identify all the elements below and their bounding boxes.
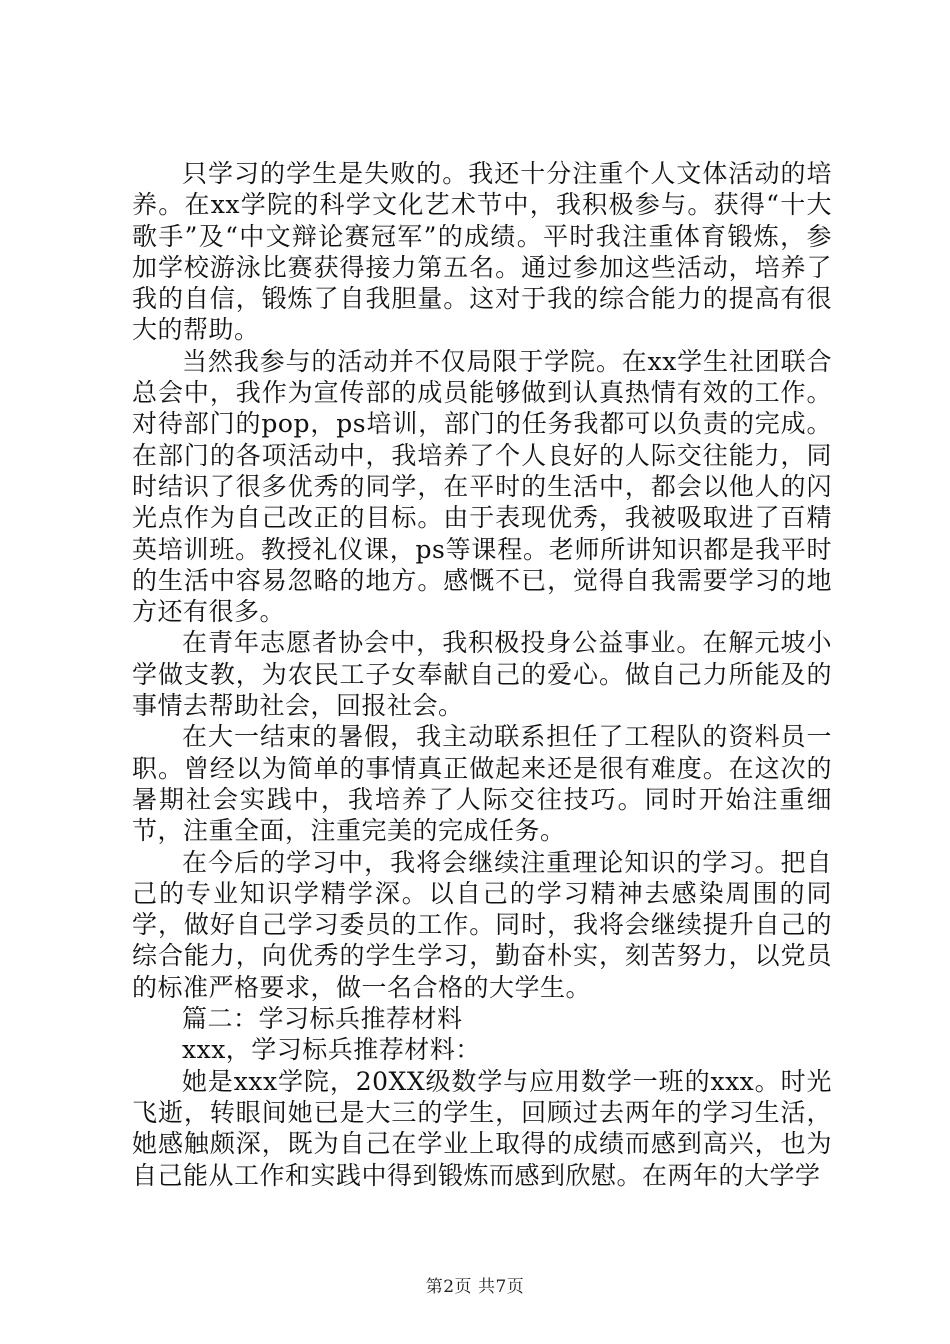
page-number-footer: 第2页 共7页	[425, 1277, 525, 1297]
paragraph-volunteer: 在青年志愿者协会中，我积极投身公益事业。在解元坡小学做支教，为农民工子女奉献自己的爱心。做自己力所能及的事情去帮助社会，回报社会。	[132, 628, 832, 721]
paragraph-activities: 只学习的学生是失败的。我还十分注重个人文体活动的培养。在xx学院的科学文化艺术节中，我积极参与。获得“十大歌手”及“中文辩论赛冠军”的成绩。平时我注重体育锻炼，参加学校游泳比赛获得接力第五名。通过参加这些活动，培养了我的自信，锻炼了自我胆量。这对于我的综合能力的提高有很大的帮助。	[132, 159, 832, 345]
paragraph-future-study: 在今后的学习中，我将会继续注重理论知识的学习。把自己的专业知识学精学深。以自己的学习精神去感染周围的同学，做好自己学习委员的工作。同时，我将会继续提升自己的综合能力，向优秀的学生学习，勤奋朴实，刻苦努力，以党员的标准严格要求，做一名合格的大学生。	[132, 847, 832, 1002]
section-subheading: xxx，学习标兵推荐材料：	[182, 1035, 481, 1065]
document-body	[132, 158, 832, 1191]
paragraph-recommendation: 她是xxx学院，20XX级数学与应用数学一班的xxx。时光飞逝，转眼间她已是大三的学生，回顾过去两年的学习生活，她感触颇深，既为自己在学业上取得的成绩而感到高兴，也为自己能从工作和实践中得到锻炼而感到欣慰。在两年的大学学	[132, 1066, 832, 1190]
paragraph-student-union: 当然我参与的活动并不仅局限于学院。在xx学生社团联合总会中，我作为宣传部的成员能够做到认真热情有效的工作。对待部门的pop，ps培训，部门的任务我都可以负责的完成。在部门的各项活动中，我培养了个人良好的人际交往能力，同时结识了很多优秀的同学，在平时的生活中，都会以他人的闪光点作为自己改正的目标。由于表现优秀，我被吸取进了百精英培训班。教授礼仪课，ps等课程。老师所讲知识都是我平时的生活中容易忽略的地方。感慨不已，觉得自我需要学习的地方还有很多。	[132, 346, 832, 627]
section-heading: 篇二：学习标兵推荐材料	[182, 1004, 463, 1034]
paragraph-summer-practice: 在大一结束的暑假，我主动联系担任了工程队的资料员一职。曾经以为简单的事情真正做起来还是很有难度。在这次的暑期社会实践中，我培养了人际交往技巧。同时开始注重细节，注重全面，注重完美的完成任务。	[132, 722, 832, 846]
